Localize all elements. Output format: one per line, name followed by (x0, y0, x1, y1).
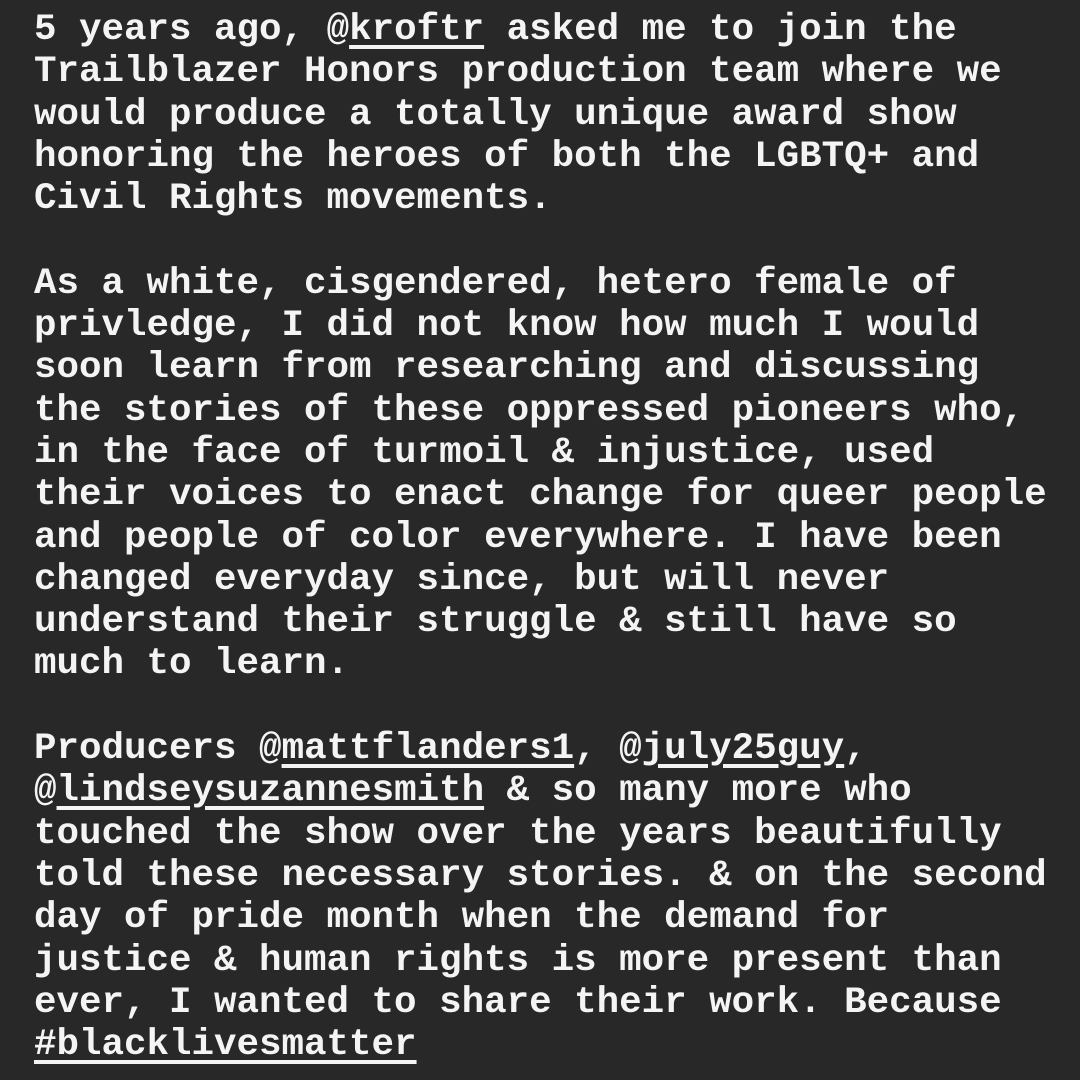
mention-handle: kroftr (349, 9, 485, 51)
hashtag-blacklivesmatter[interactable]: #blacklivesmatter (34, 1024, 417, 1067)
text-segment: much to learn. (34, 643, 350, 686)
text-segment: understand their struggle & still have so (34, 601, 957, 644)
caption-text (34, 9, 1056, 1066)
text-segment: ever, I wanted to share their work. Because (34, 981, 1002, 1024)
text-line (34, 940, 1056, 982)
text-segment: their voices to enact change for queer people (34, 474, 1047, 517)
text-line (34, 643, 1056, 685)
text-line (34, 770, 1056, 812)
text-line (34, 347, 1056, 389)
text-segment: honoring the heroes of both the LGBTQ+ and (34, 135, 980, 178)
paragraph-1 (34, 9, 1056, 220)
text-line (34, 474, 1056, 516)
mention-mattflanders1[interactable] (259, 728, 574, 770)
text-segment: in the face of turmoil & injustice, used (34, 431, 935, 474)
text-line (34, 390, 1056, 432)
text-line (34, 813, 1056, 855)
text-segment: the stories of these oppressed pioneers who, (34, 389, 1025, 432)
text-segment: , (844, 728, 867, 771)
text-line (34, 855, 1056, 897)
text-segment: As a white, cisgendered, hetero female of (34, 262, 957, 305)
text-line (34, 982, 1056, 1024)
mention-at-prefix: @ (619, 728, 642, 771)
text-line (34, 263, 1056, 305)
text-segment: Civil Rights movements. (34, 178, 552, 221)
text-segment: changed everyday since, but will never (34, 558, 890, 601)
paragraph-3 (34, 728, 1056, 1066)
text-segment: soon learn from researching and discussing (34, 347, 980, 390)
text-segment: privledge, I did not know how much I would (34, 305, 980, 348)
text-segment: told these necessary stories. & on the second (34, 854, 1047, 897)
text-line (34, 9, 1056, 51)
text-line (34, 178, 1056, 220)
text-segment: Producers (34, 728, 260, 771)
text-segment: asked me to join the (484, 9, 957, 51)
text-segment: and people of color everywhere. I have been (34, 516, 1002, 559)
mention-lindseysuzannesmith[interactable] (34, 770, 484, 812)
text-segment: & so many more who (484, 770, 912, 813)
text-line (34, 517, 1056, 559)
text-line (34, 432, 1056, 474)
mention-handle: mattflanders1 (281, 728, 575, 771)
text-segment: justice & human rights is more present than (34, 939, 1002, 982)
text-line (34, 601, 1056, 643)
text-line (34, 94, 1056, 136)
text-line (34, 1024, 1056, 1066)
text-line (34, 136, 1056, 178)
mention-at-prefix: @ (34, 770, 57, 813)
mention-at-prefix: @ (259, 728, 282, 771)
mention-july25guy[interactable] (619, 728, 844, 770)
mention-handle: july25guy (641, 728, 845, 771)
text-segment: day of pride month when the demand for (34, 897, 890, 940)
mention-at-prefix: @ (326, 9, 350, 51)
text-segment: would produce a totally unique award show (34, 93, 957, 136)
mention-handle: lindseysuzannesmith (56, 770, 485, 813)
mention-kroftr[interactable] (327, 9, 485, 51)
text-segment: , (574, 728, 620, 771)
text-line (34, 728, 1056, 770)
text-line (34, 51, 1056, 93)
text-line (34, 305, 1056, 347)
text-line (34, 559, 1056, 601)
text-segment: Trailblazer Honors production team where we (34, 51, 1002, 94)
text-segment: 5 years ago, (34, 9, 327, 51)
paragraph-2 (34, 263, 1056, 686)
text-line (34, 897, 1056, 939)
text-segment: touched the show over the years beautifully (34, 812, 1002, 855)
